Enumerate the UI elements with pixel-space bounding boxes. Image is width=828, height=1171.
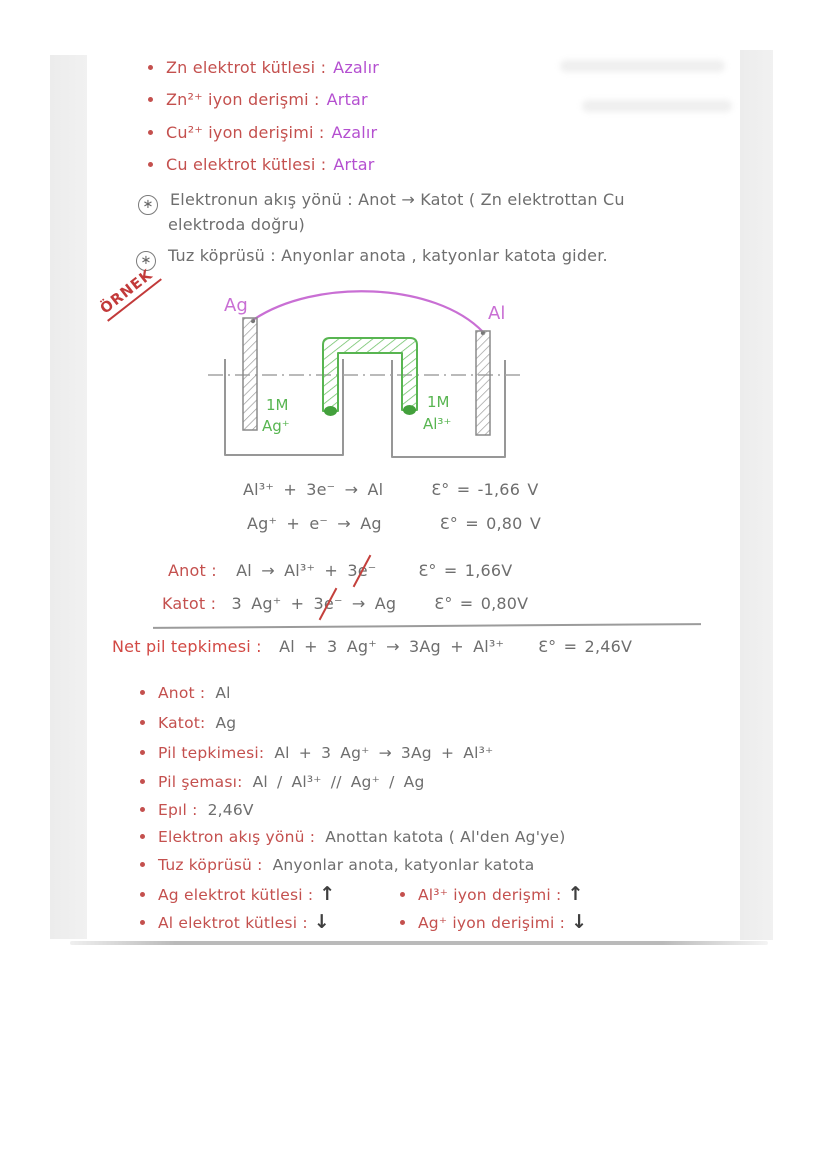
potential: Ɛ° = 2,46V xyxy=(538,637,633,656)
item-label: Katot: xyxy=(158,714,206,732)
anode-label: Anot : xyxy=(168,561,217,580)
down-arrow-icon: ↓ xyxy=(313,911,330,933)
silver-electrode xyxy=(243,318,257,430)
item-label: Tuz köprüsü : xyxy=(158,856,263,874)
equation: → Ag xyxy=(342,594,397,613)
net-label: Net pil tepkimesi : xyxy=(112,637,262,656)
list-item xyxy=(140,744,493,762)
item-label: Elektron akış yönü : xyxy=(158,828,316,846)
note-text: elektroda doğru) xyxy=(168,215,305,234)
ornek-stamp: ÖRNEK xyxy=(96,264,162,321)
list-item xyxy=(148,123,377,142)
equation: Al + 3 Ag⁺ → 3Ag + Al³⁺ xyxy=(279,637,505,656)
item-value: Azalır xyxy=(333,58,379,77)
note-text: Elektronun akış yönü : Anot → Katot ( Zn elektrottan Cu xyxy=(170,190,625,209)
bullet-dot xyxy=(140,779,145,784)
item-label: Ag⁺ iyon derişimi : xyxy=(418,914,566,932)
cathode-label: Katot : xyxy=(162,594,217,613)
bullet-dot xyxy=(140,807,145,812)
bleedthrough-mark xyxy=(582,100,732,112)
list-item xyxy=(400,883,584,905)
bullet-dot xyxy=(140,834,145,839)
item-value: Anottan katota ( Al'den Ag'ye) xyxy=(325,828,566,846)
list-item xyxy=(140,911,330,933)
salt-bridge-plug xyxy=(403,405,416,415)
solution-label: Al³⁺ xyxy=(423,415,452,433)
solution-label: 1M xyxy=(266,396,289,414)
item-value: Ag xyxy=(215,714,237,732)
electrode-label-ag: Ag xyxy=(224,295,248,316)
item-label: Zn elektrot kütlesi : xyxy=(166,58,327,77)
electrode-label-al: Al xyxy=(488,303,506,324)
note-line-continued xyxy=(168,215,305,234)
equation: Ag⁺ + e⁻ → Ag xyxy=(247,514,382,533)
bullet-dot xyxy=(140,690,145,695)
list-item xyxy=(140,856,534,874)
item-value: Azalır xyxy=(331,123,378,142)
note-line xyxy=(138,190,625,215)
bullet-dot xyxy=(140,892,145,897)
anode-line xyxy=(168,561,512,580)
page-bottom-shadow xyxy=(70,941,768,945)
item-value: Al xyxy=(215,684,231,702)
item-label: Epıl : xyxy=(158,801,198,819)
circled-asterisk-icon: ∗ xyxy=(136,251,156,271)
item-value: Anyonlar anota, katyonlar katota xyxy=(272,856,535,874)
salt-bridge-plug xyxy=(324,406,337,416)
potential: Ɛ° = 0,80 V xyxy=(439,514,541,533)
item-label: Anot : xyxy=(158,684,206,702)
potential: Ɛ° = 1,66V xyxy=(418,561,513,580)
list-item xyxy=(140,684,231,702)
bullet-dot xyxy=(140,720,145,725)
item-label: Cu elektrot kütlesi : xyxy=(166,155,327,174)
bullet-dot xyxy=(148,162,153,167)
item-label: Ag elektrot kütlesi : xyxy=(158,886,314,904)
equation: Al → Al³⁺ + xyxy=(236,561,348,580)
item-value: Artar xyxy=(326,90,368,109)
list-item xyxy=(140,714,236,732)
net-reaction-line xyxy=(112,637,632,656)
cancelled-electrons: 3e⁻ xyxy=(313,594,343,613)
list-item xyxy=(140,828,566,846)
potential: Ɛ° = 0,80V xyxy=(434,594,529,613)
page-left-edge xyxy=(50,55,87,939)
wire xyxy=(253,291,483,332)
sum-underline xyxy=(153,623,701,629)
item-label: Pil şeması: xyxy=(158,773,243,791)
note-text: Tuz köprüsü : Anyonlar anota , katyonlar katota gider. xyxy=(168,246,608,265)
cathode-line xyxy=(162,594,528,613)
bullet-dot xyxy=(140,862,145,867)
list-item xyxy=(140,883,335,905)
aluminum-electrode xyxy=(476,331,490,435)
cancelled-electrons: 3e⁻ xyxy=(347,561,377,580)
cell-diagram xyxy=(200,278,530,464)
solution-label: Ag⁺ xyxy=(262,417,290,435)
equation: Al³⁺ + 3e⁻ → Al xyxy=(243,480,384,499)
potential: Ɛ° = -1,66 V xyxy=(431,480,539,499)
bullet-dot xyxy=(148,130,153,135)
item-value: Al / Al³⁺ // Ag⁺ / Ag xyxy=(252,773,425,791)
half-reaction xyxy=(243,480,539,499)
down-arrow-icon: ↓ xyxy=(571,911,588,933)
bullet-dot xyxy=(148,65,153,70)
item-label: Pil tepkimesi: xyxy=(158,744,265,762)
bullet-dot xyxy=(140,920,145,925)
item-label: Al elektrot kütlesi : xyxy=(158,914,308,932)
item-label: Cu²⁺ iyon derişimi : xyxy=(166,123,325,142)
item-value: Al + 3 Ag⁺ → 3Ag + Al³⁺ xyxy=(274,744,494,762)
equation: 3 Ag⁺ + xyxy=(231,594,314,613)
bullet-dot xyxy=(400,892,405,897)
bullet-dot xyxy=(400,920,405,925)
page-right-edge xyxy=(740,50,773,940)
item-value: Artar xyxy=(333,155,375,174)
list-item xyxy=(148,58,379,77)
up-arrow-icon: ↑ xyxy=(567,883,584,905)
list-item xyxy=(148,90,368,109)
item-label: Al³⁺ iyon derişmi : xyxy=(418,886,562,904)
note-line xyxy=(136,246,608,271)
half-reaction xyxy=(247,514,541,533)
list-item xyxy=(140,773,425,791)
bleedthrough-mark xyxy=(560,60,725,72)
list-item xyxy=(148,155,375,174)
up-arrow-icon: ↑ xyxy=(319,883,336,905)
list-item xyxy=(400,911,587,933)
item-value: 2,46V xyxy=(207,801,254,819)
bullet-dot xyxy=(140,750,145,755)
list-item xyxy=(140,801,254,819)
solution-label: 1M xyxy=(427,393,450,411)
item-label: Zn²⁺ iyon derişmi : xyxy=(166,90,320,109)
circled-asterisk-icon: ∗ xyxy=(138,195,158,215)
bullet-dot xyxy=(148,97,153,102)
